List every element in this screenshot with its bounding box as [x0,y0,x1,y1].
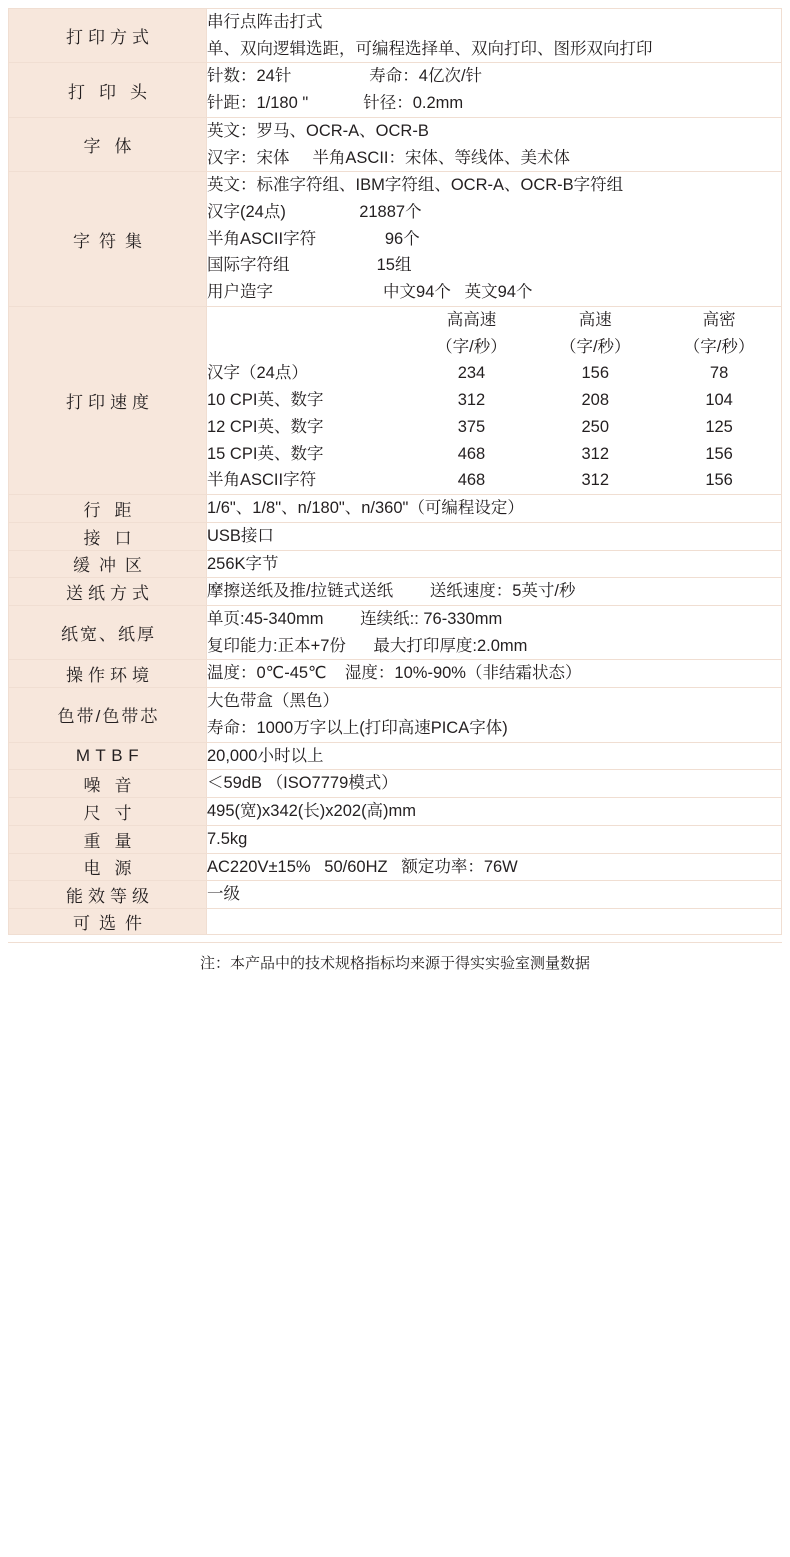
value-line: 半角ASCII字符 96个 [207,229,420,248]
row-label-line-spacing [9,495,207,523]
table-row [9,306,782,494]
speed-row-name: 10 CPI英、数字 [207,391,324,410]
speed-row [207,414,781,441]
label-text: 字符集 [73,231,151,251]
row-value-font [207,117,782,171]
speed-value: 312 [581,444,610,463]
speed-value: 156 [705,471,733,490]
label-text: 打印方式 [66,28,154,48]
speed-value: 78 [709,364,729,383]
row-value-interface [207,522,782,550]
table-row [9,9,782,63]
row-value-paper-size [207,606,782,660]
row-value-energy-grade [207,881,782,909]
value-line: AC220V±15% 50/60HZ 额定功率：76W [207,857,518,876]
value-line: 用户造字 中文94个 英文94个 [207,283,533,302]
table-row [9,742,782,770]
speed-value: 375 [457,417,486,436]
table-row [9,172,782,307]
row-label-environment [9,660,207,688]
row-label-print-speed [9,306,207,494]
value-line: USB接口 [207,526,274,545]
value-line: 英文：标准字符组、IBM字符组、OCR-A、OCR-B字符组 [207,176,624,195]
row-label-print-head [9,63,207,117]
label-text: 操作环境 [66,666,154,686]
speed-value: 312 [457,391,486,410]
speed-col-unit-1: （字/秒） [436,337,507,356]
table-row [9,660,782,688]
speed-row [207,441,781,468]
speed-value: 234 [457,364,486,383]
row-label-dimensions [9,798,207,826]
speed-col-header-2: 高速 [578,310,612,329]
value-line: 256K字节 [207,554,279,573]
speed-header-blank [207,307,410,334]
row-value-options [207,908,782,934]
speed-row [207,467,781,494]
label-text: 重量 [83,831,146,851]
label-text: 行距 [83,501,146,521]
value-line: 495(宽)x342(长)x202(高)mm [207,802,417,821]
row-label-interface [9,522,207,550]
speed-value: 156 [705,444,733,463]
table-row [9,825,782,853]
value-line: 汉字：宋体 半角ASCII：宋体、等线体、美术体 [207,148,571,167]
label-text: 色带/色带芯 [57,707,160,727]
value-line: 单页:45-340mm 连续纸:: 76-330mm [207,610,503,629]
speed-value: 468 [457,471,486,490]
row-label-font [9,117,207,171]
table-row [9,63,782,117]
value-line: 大色带盒（黑色） [207,692,339,711]
speed-row-name: 15 CPI英、数字 [207,444,324,463]
table-row [9,798,782,826]
row-value-print-method [207,9,782,63]
speed-value: 104 [705,391,733,410]
footnote: 注：本产品中的技术规格指标均来源于得实实验室测量数据 [8,942,782,982]
row-value-weight [207,825,782,853]
speed-value: 468 [457,444,486,463]
speed-col-unit-3: （字/秒） [683,337,755,356]
value-line: 英文：罗马、OCR-A、OCR-B [207,121,429,140]
row-label-noise [9,770,207,798]
row-label-character-set [9,172,207,307]
table-row [9,495,782,523]
speed-col-unit-2: （字/秒） [559,337,631,356]
row-label-weight [9,825,207,853]
row-value-print-speed [207,306,782,494]
table-row [9,853,782,881]
value-line: 一级 [207,885,240,904]
row-label-paper-size [9,606,207,660]
speed-unit-row [207,334,781,361]
speed-unit-blank [207,334,410,361]
value-line: 针数：24针 寿命：4亿次/针 [207,67,483,86]
table-row [9,578,782,606]
table-row [9,550,782,578]
row-value-paper-feed [207,578,782,606]
label-text: 噪音 [83,776,146,796]
label-text: M T B F [75,745,140,765]
row-label-options [9,908,207,934]
table-row [9,606,782,660]
speed-value: 250 [581,417,610,436]
row-value-dimensions [207,798,782,826]
print-speed-table [207,307,781,494]
value-line: 复印能力:正本+7份 最大打印厚度:2.0mm [207,636,528,655]
row-label-energy-grade [9,881,207,909]
speed-row-name: 12 CPI英、数字 [207,417,324,436]
speed-row-name: 汉字（24点） [207,364,308,383]
row-value-buffer [207,550,782,578]
value-line: 摩擦送纸及推/拉链式送纸 送纸速度：5英寸/秒 [207,582,576,601]
specification-table [8,8,782,935]
label-text: 缓冲区 [73,556,151,576]
row-value-mtbf [207,742,782,770]
label-text: 打印头 [68,82,161,102]
speed-col-header-3: 高密 [702,310,736,329]
value-line: ＜59dB （ISO7779模式） [207,774,398,793]
speed-value: 125 [705,417,733,436]
value-line: 1/6"、1/8"、n/180"、n/360"（可编程设定） [207,499,524,518]
table-row [9,688,782,742]
value-line: 7.5kg [207,829,248,848]
speed-value: 156 [581,364,610,383]
row-value-character-set [207,172,782,307]
row-label-paper-feed [9,578,207,606]
value-line: 针距：1/180 " 针径：0.2mm [207,94,464,113]
row-value-noise [207,770,782,798]
label-text: 尺寸 [83,803,146,823]
label-text: 打印速度 [66,393,154,413]
row-label-power [9,853,207,881]
label-text: 送纸方式 [66,584,154,604]
value-line: 20,000小时以上 [207,746,324,765]
table-row [9,770,782,798]
table-row [9,908,782,934]
label-text: 字体 [83,137,146,157]
speed-header-row [207,307,781,334]
value-line: 单、双向逻辑选距，可编程选择单、双向打印、图形双向打印 [207,39,653,58]
label-text: 电源 [83,859,146,879]
table-row [9,522,782,550]
row-value-line-spacing [207,495,782,523]
value-line: 汉字(24点) 21887个 [207,203,422,222]
value-line: 寿命：1000万字以上(打印高速PICA字体) [207,718,508,737]
value-line: 国际字符组 15组 [207,256,412,275]
row-label-buffer [9,550,207,578]
label-text: 纸宽、纸厚 [61,625,156,645]
value-line: 串行点阵击打式 [207,13,323,31]
table-row [9,117,782,171]
row-label-mtbf [9,742,207,770]
label-text: 能效等级 [66,887,154,907]
speed-row [207,387,781,414]
speed-row [207,360,781,387]
table-row [9,881,782,909]
row-value-environment [207,660,782,688]
speed-row-name: 半角ASCII字符 [207,471,317,490]
row-value-ribbon [207,688,782,742]
label-text: 可选件 [73,913,151,933]
speed-value: 208 [581,391,610,410]
speed-value: 312 [581,471,610,490]
row-value-print-head [207,63,782,117]
speed-col-header-1: 高高速 [446,310,497,329]
row-label-print-method [9,9,207,63]
row-value-power [207,853,782,881]
row-label-ribbon [9,688,207,742]
label-text: 接口 [83,528,146,548]
value-line: 温度：0℃-45℃ 湿度：10%-90%（非结霜状态） [207,664,582,683]
